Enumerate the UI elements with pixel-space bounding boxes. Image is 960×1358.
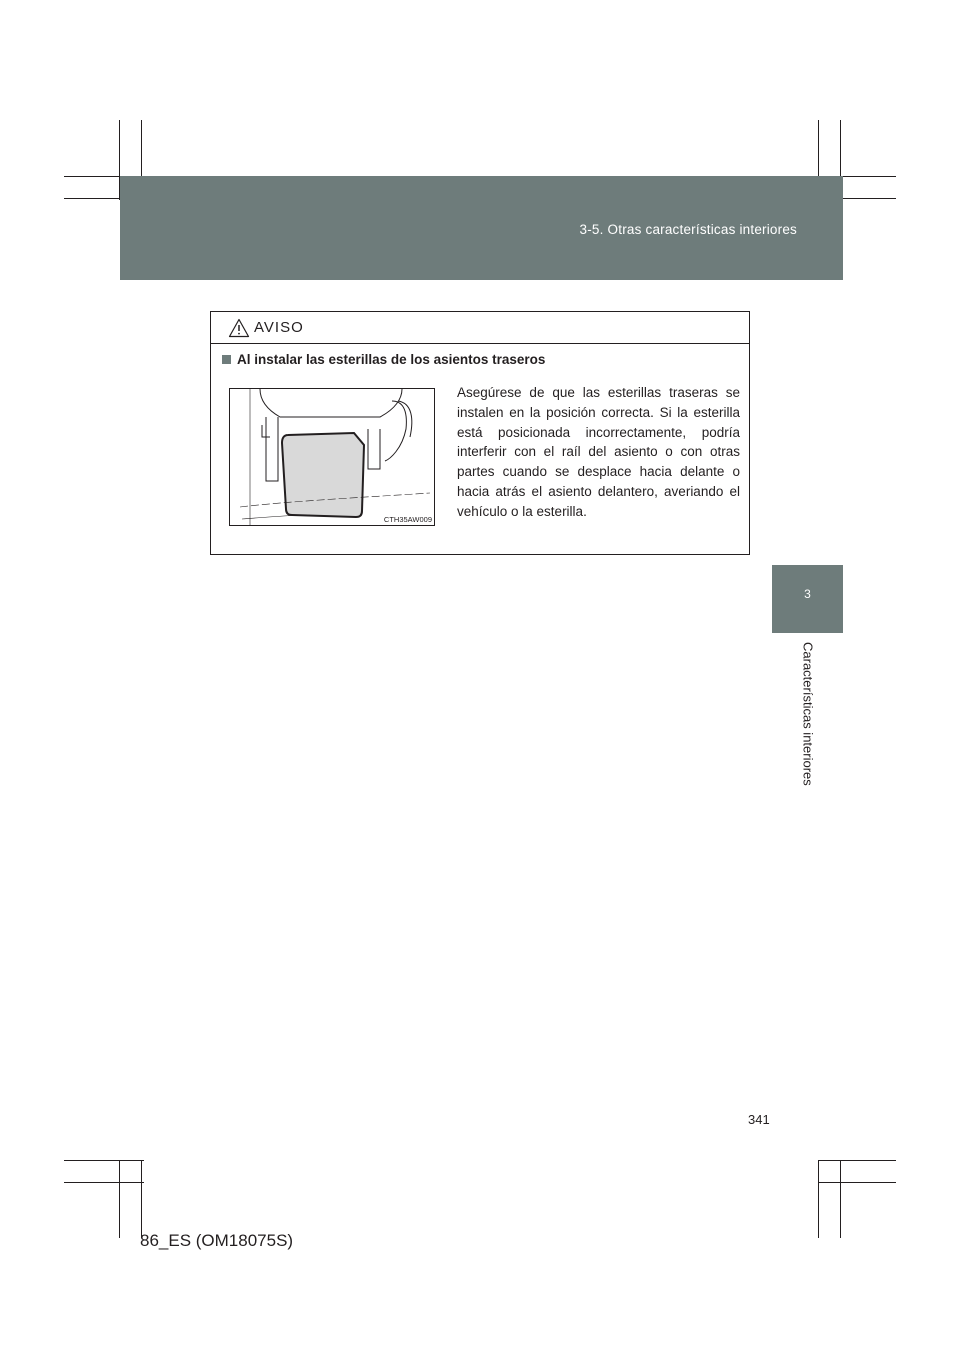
chapter-label-container [800, 642, 816, 812]
page-number: 341 [748, 1112, 770, 1127]
floor-mat-illustration [229, 388, 435, 526]
warning-body-text: Asegúrese de que las esterillas traseras se instalen en la posición correcta. Si la esterilla está posicionada incorrectamente, podría interferir con el raíl del asiento o con otras partes cuando se desplace hacia delante o hacia atrás el asiento delantero, averiando el vehículo o la esterilla. [457, 385, 740, 519]
warning-box [210, 311, 750, 555]
footer-code: 86_ES (OM18075S) [140, 1231, 294, 1250]
section-title: 3-5. Otras características interiores [579, 222, 797, 237]
warning-title: AVISO [254, 319, 304, 336]
square-bullet-icon [222, 355, 231, 364]
warning-triangle-icon [228, 318, 250, 338]
chapter-tab [772, 565, 843, 633]
crop-mark [818, 1160, 819, 1238]
subheading-text: Al instalar las esterillas de los asientos traseros [237, 352, 546, 367]
crop-mark [64, 1182, 144, 1183]
figure-code: CTH35AW009 [383, 515, 432, 524]
chapter-label: Características interiores [800, 642, 816, 786]
crop-mark [818, 1160, 896, 1161]
crop-mark [64, 1160, 144, 1161]
subheading [222, 352, 545, 367]
chapter-number: 3 [804, 587, 811, 601]
crop-mark [141, 1160, 142, 1238]
warning-header [211, 312, 749, 344]
floor-mat-drawing [230, 389, 434, 525]
crop-mark [119, 1160, 120, 1238]
section-header-band [120, 176, 843, 280]
crop-mark [840, 1160, 841, 1238]
crop-mark [818, 1182, 896, 1183]
